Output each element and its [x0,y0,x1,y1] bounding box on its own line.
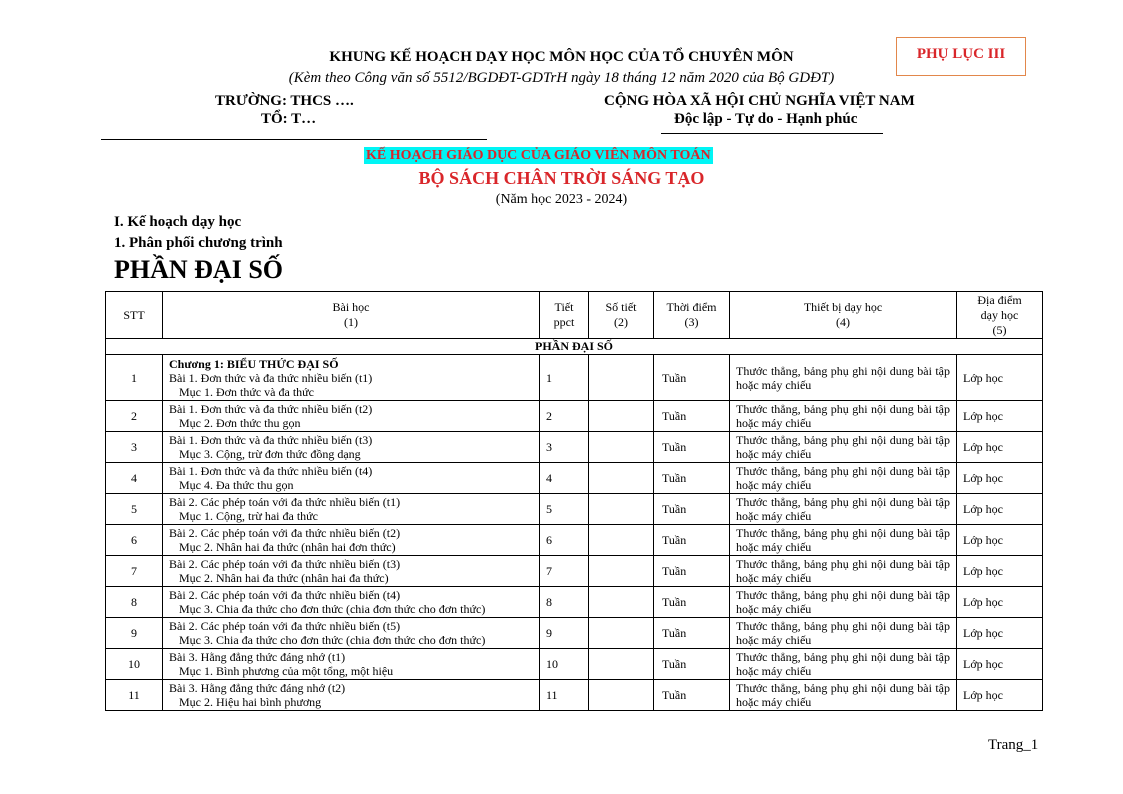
header-equipment: Thiết bị dạy học (4) [730,292,957,339]
table-row [106,432,1043,463]
nation-name: CỘNG HÒA XÃ HỘI CHỦ NGHĨA VIỆT NAM [604,93,915,109]
row-time: Tuần [654,494,730,525]
row-time: Tuần [654,618,730,649]
row-place: Lớp học [957,649,1043,680]
header-place: Địa điểm dạy học (5) [957,292,1043,339]
row-stt: 5 [106,494,163,525]
row-period: 9 [540,618,589,649]
school-year: (Năm học 2023 - 2024) [495,192,628,207]
row-lesson [163,556,540,587]
lesson-item: Mục 3. Cộng, trừ đơn thức đồng dạng [179,447,361,461]
row-count [589,587,654,618]
table-row [106,649,1043,680]
row-stt: 7 [106,556,163,587]
header-divider-right [661,133,883,134]
lesson-item: Mục 3. Chia đa thức cho đơn thức (chia đơn thức cho đơn thức) [179,602,486,616]
lesson-title: Bài 2. Các phép toán với đa thức nhiều biến (t3) [169,557,401,571]
header-stt: STT [106,292,163,339]
row-equipment: Thước thẳng, bảng phụ ghi nội dung bài tập hoặc máy chiếu [730,463,957,494]
header-time: Thời điểm (3) [654,292,730,339]
row-lesson [163,618,540,649]
table-row [106,525,1043,556]
row-equipment: Thước thẳng, bảng phụ ghi nội dung bài tập hoặc máy chiếu [730,587,957,618]
row-time: Tuần [654,401,730,432]
row-time: Tuần [654,556,730,587]
lesson-title: Bài 2. Các phép toán với đa thức nhiều biến (t2) [169,526,401,540]
school-name: TRƯỜNG: THCS …. [215,93,354,109]
row-count [589,463,654,494]
table-row [106,463,1043,494]
row-stt: 2 [106,401,163,432]
header-period: Tiết ppct [540,292,589,339]
table-row [106,680,1043,711]
row-equipment: Thước thẳng, bảng phụ ghi nội dung bài tập hoặc máy chiếu [730,618,957,649]
row-stt: 9 [106,618,163,649]
lesson-title: Bài 3. Hằng đẳng thức đáng nhớ (t2) [169,681,346,695]
row-time: Tuần [654,680,730,711]
row-equipment: Thước thẳng, bảng phụ ghi nội dung bài tập hoặc máy chiếu [730,525,957,556]
row-lesson [163,401,540,432]
appendix-label: PHỤ LỤC III [896,37,1026,76]
table-header-row [106,292,1043,339]
row-place: Lớp học [957,494,1043,525]
row-place: Lớp học [957,525,1043,556]
row-place: Lớp học [957,556,1043,587]
row-period: 11 [540,680,589,711]
lesson-title: Bài 3. Hằng đẳng thức đáng nhớ (t1) [169,650,346,664]
table-row [106,587,1043,618]
row-lesson [163,587,540,618]
row-time: Tuần [654,649,730,680]
row-place: Lớp học [957,463,1043,494]
table-row [106,618,1043,649]
row-count [589,618,654,649]
part-heading: PHẦN ĐẠI SỐ [114,255,284,284]
row-lesson [163,649,540,680]
lesson-item: Mục 3. Chia đa thức cho đơn thức (chia đơn thức cho đơn thức) [179,633,486,647]
lesson-title: Bài 1. Đơn thức và đa thức nhiều biến (t2) [169,402,373,416]
chapter-title: Chương 1: BIỂU THỨC ĐẠI SỐ [169,356,339,371]
lesson-title: Bài 2. Các phép toán với đa thức nhiều biến (t5) [169,619,401,633]
table-row [106,355,1043,401]
lesson-title: Bài 1. Đơn thức và đa thức nhiều biến (t3) [169,433,373,447]
part-row-label: PHẦN ĐẠI SỐ [106,339,1043,355]
row-period: 6 [540,525,589,556]
row-equipment: Thước thẳng, bảng phụ ghi nội dung bài tập hoặc máy chiếu [730,355,957,401]
page-number: Trang_1 [988,737,1039,753]
lesson-item: Mục 2. Nhân hai đa thức (nhân hai đa thức) [179,571,389,585]
part-row [106,339,1043,355]
group-name: TỔ: T… [261,111,317,127]
row-place: Lớp học [957,618,1043,649]
row-count [589,432,654,463]
row-count [589,355,654,401]
document-subtitle: (Kèm theo Công văn số 5512/BGDĐT-GDTrH ngày 18 tháng 12 năm 2020 của Bộ GDĐT) [288,70,835,86]
row-stt: 10 [106,649,163,680]
row-equipment: Thước thẳng, bảng phụ ghi nội dung bài tập hoặc máy chiếu [730,649,957,680]
lesson-title: Bài 2. Các phép toán với đa thức nhiều biến (t1) [169,495,401,509]
row-time: Tuần [654,525,730,556]
row-place: Lớp học [957,355,1043,401]
table-row [106,401,1043,432]
row-place: Lớp học [957,432,1043,463]
header-count: Số tiết (2) [589,292,654,339]
row-time: Tuần [654,587,730,618]
row-lesson [163,355,540,401]
row-equipment: Thước thẳng, bảng phụ ghi nội dung bài tập hoặc máy chiếu [730,680,957,711]
lesson-item: Mục 2. Nhân hai đa thức (nhân hai đơn thức) [179,540,396,554]
lesson-item: Mục 4. Đa thức thu gọn [179,478,294,492]
row-lesson [163,432,540,463]
row-equipment: Thước thẳng, bảng phụ ghi nội dung bài tập hoặc máy chiếu [730,556,957,587]
row-time: Tuần [654,355,730,401]
lesson-item: Mục 1. Cộng, trừ hai đa thức [179,509,318,523]
row-period: 7 [540,556,589,587]
row-equipment: Thước thẳng, bảng phụ ghi nội dung bài tập hoặc máy chiếu [730,432,957,463]
row-lesson [163,525,540,556]
national-motto: Độc lập - Tự do - Hạnh phúc [674,111,858,127]
row-period: 2 [540,401,589,432]
row-count [589,401,654,432]
row-lesson [163,463,540,494]
row-time: Tuần [654,432,730,463]
row-period: 10 [540,649,589,680]
row-period: 3 [540,432,589,463]
row-stt: 3 [106,432,163,463]
row-place: Lớp học [957,401,1043,432]
plan-title: KẾ HOẠCH GIÁO DỤC CỦA GIÁO VIÊN MÔN TOÁN [366,148,711,163]
row-equipment: Thước thẳng, bảng phụ ghi nội dung bài tập hoặc máy chiếu [730,401,957,432]
row-stt: 4 [106,463,163,494]
row-place: Lớp học [957,680,1043,711]
row-stt: 8 [106,587,163,618]
row-count [589,680,654,711]
header-divider-left [101,139,487,140]
row-stt: 6 [106,525,163,556]
document-title: KHUNG KẾ HOẠCH DẠY HỌC MÔN HỌC CỦA TỔ CHUYÊN MÔN [329,49,794,65]
lesson-title: Bài 1. Đơn thức và đa thức nhiều biến (t1) [169,370,373,385]
row-lesson [163,680,540,711]
header-lesson: Bài học (1) [163,292,540,339]
lesson-item: Mục 2. Hiệu hai bình phương [179,695,322,709]
row-count [589,556,654,587]
row-stt: 1 [106,355,163,401]
table-row [106,556,1043,587]
row-lesson [163,494,540,525]
row-count [589,649,654,680]
row-count [589,494,654,525]
section-heading: I. Kế hoạch dạy học [114,214,242,230]
lesson-item: Mục 2. Đơn thức thu gọn [179,416,301,430]
row-count [589,525,654,556]
row-equipment: Thước thẳng, bảng phụ ghi nội dung bài tập hoặc máy chiếu [730,494,957,525]
lesson-title: Bài 2. Các phép toán với đa thức nhiều biến (t4) [169,588,401,602]
row-period: 1 [540,355,589,401]
lesson-item: Mục 1. Đơn thức và đa thức [179,384,314,399]
row-period: 8 [540,587,589,618]
row-place: Lớp học [957,587,1043,618]
row-period: 4 [540,463,589,494]
book-title: BỘ SÁCH CHÂN TRỜI SÁNG TẠO [418,168,705,188]
row-period: 5 [540,494,589,525]
teaching-plan-table [105,291,1043,711]
table-row [106,494,1043,525]
subsection-heading: 1. Phân phối chương trình [114,235,283,251]
row-stt: 11 [106,680,163,711]
row-time: Tuần [654,463,730,494]
lesson-title: Bài 1. Đơn thức và đa thức nhiều biến (t4) [169,464,373,478]
lesson-item: Mục 1. Bình phương của một tổng, một hiệu [179,664,394,678]
